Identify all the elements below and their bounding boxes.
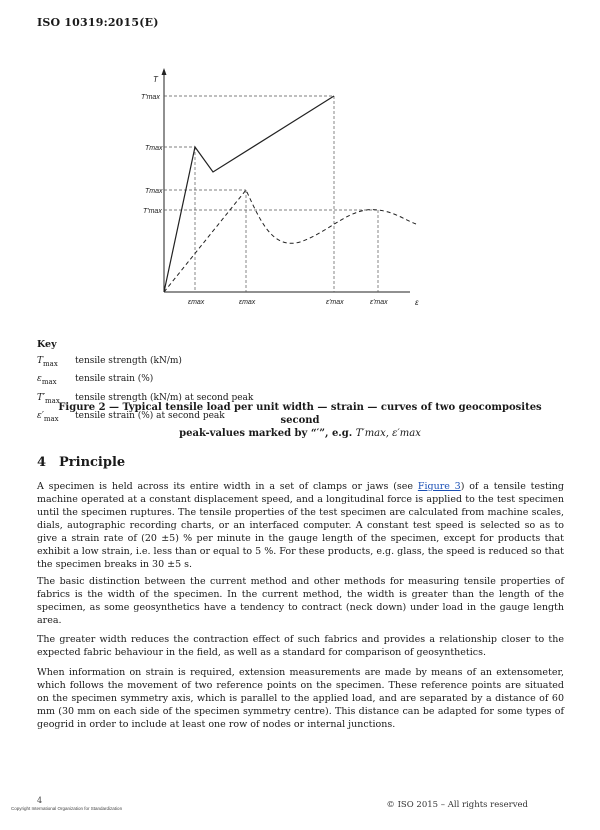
section-heading xyxy=(37,455,125,470)
x-label-emax-2: εmax xyxy=(239,299,256,306)
section-title: Principle xyxy=(59,455,126,470)
y-label-tmax-prime-top: T′max xyxy=(141,94,160,101)
footer-copyright: © ISO 2015 – All rights reserved xyxy=(386,800,528,810)
page-number: 4 xyxy=(37,796,43,805)
caption-line-1: Figure 2 — Typical tensile load per unit width — strain — curves of two geocomposites second xyxy=(58,402,542,426)
figure-caption xyxy=(40,401,560,440)
key-symbol: $T_{max}$ xyxy=(37,356,58,368)
key-text: tensile strain (%) at second peak xyxy=(75,410,225,421)
paragraph-2: The basic distinction between the current method and other methods for measuring tensile properties of fabrics is the width of the specimen. In the current method, the width is greater than the length of the specimen, as some geosynthetics have a tendency to contract (neck down) under load in the gauge length area. xyxy=(37,576,564,626)
key-symbol: $T'_{max}$ xyxy=(37,392,60,405)
key-text: tensile strength (kN/m) at second peak xyxy=(75,392,254,403)
caption-line-2: peak-values marked by “′”, e.g. T′max, ε′max xyxy=(179,428,421,439)
y-label-tmax-1: Tmax xyxy=(145,145,163,152)
x-label-emax-1: εmax xyxy=(188,299,205,306)
key-symbol: $\varepsilon'_{max}$ xyxy=(37,410,59,423)
y-axis-arrow xyxy=(162,68,167,75)
paragraph-3: The greater width reduces the contraction effect of such fabrics and provides a relationship closer to the expected fabric behaviour in the field, as well as a standard for comparison of geosynthetics. xyxy=(37,634,564,658)
y-label-tmax-prime-bottom: T′max xyxy=(143,208,162,215)
x-label-emax-prime-2: ε′max xyxy=(370,299,388,306)
document-header: ISO 10319:2015(E) xyxy=(37,16,159,29)
key-text: tensile strength (kN/m) xyxy=(75,356,182,366)
section-number: 4 xyxy=(37,455,47,470)
paragraph-4: When information on strain is required, extension measurements are made by means of an extensometer, which follows the movement of two reference points on the specimen. These reference points are situated on the specimen symmetry axis, which is parallel to the applied load, and are separated by a distance of 60 mm (30 mm on each side of the specimen symmetry centre). This distance can be adapted for some types of geogrid in order to include at least one row of nodes or internal junctions. xyxy=(37,667,564,730)
x-axis-title: ε xyxy=(415,298,419,307)
stress-strain-figure xyxy=(60,60,460,320)
y-axis-title: T xyxy=(153,75,158,84)
y-label-tmax-2: Tmax xyxy=(145,188,163,195)
figure-3-link[interactable]: Figure 3 xyxy=(417,481,461,492)
footer-copyright-small: Copyright International Organization for Standardization xyxy=(11,806,123,811)
key-title: Key xyxy=(37,339,57,350)
key-item xyxy=(37,372,253,390)
solid-curve xyxy=(164,96,334,292)
key-item xyxy=(37,354,253,372)
key-text: tensile strain (%) xyxy=(75,374,154,385)
x-label-emax-prime-1: ε′max xyxy=(326,299,344,306)
paragraph-1: A specimen is held across its entire width in a set of clamps or jaws (see Figure 3) of a tensile testing machine operated at a constant displacement speed, and a longitudinal force is applied to the test specimen until the specimen ruptures. The tensile properties of the test specimen are calculated from machine scales, dials, autographic recording charts, or an interfaced computer. A constant test speed is selected so as to give a strain rate of (20 ±5) % per minute in the gauge length of the specimen, except for products that exhibit a low strain, i.e. less than or equal to 5 %. For these products, e.g. glass, the speed is reduced so that the specimen breaks in 30 ±5 s. xyxy=(37,481,565,570)
key-symbol: $\varepsilon_{max}$ xyxy=(37,374,57,387)
